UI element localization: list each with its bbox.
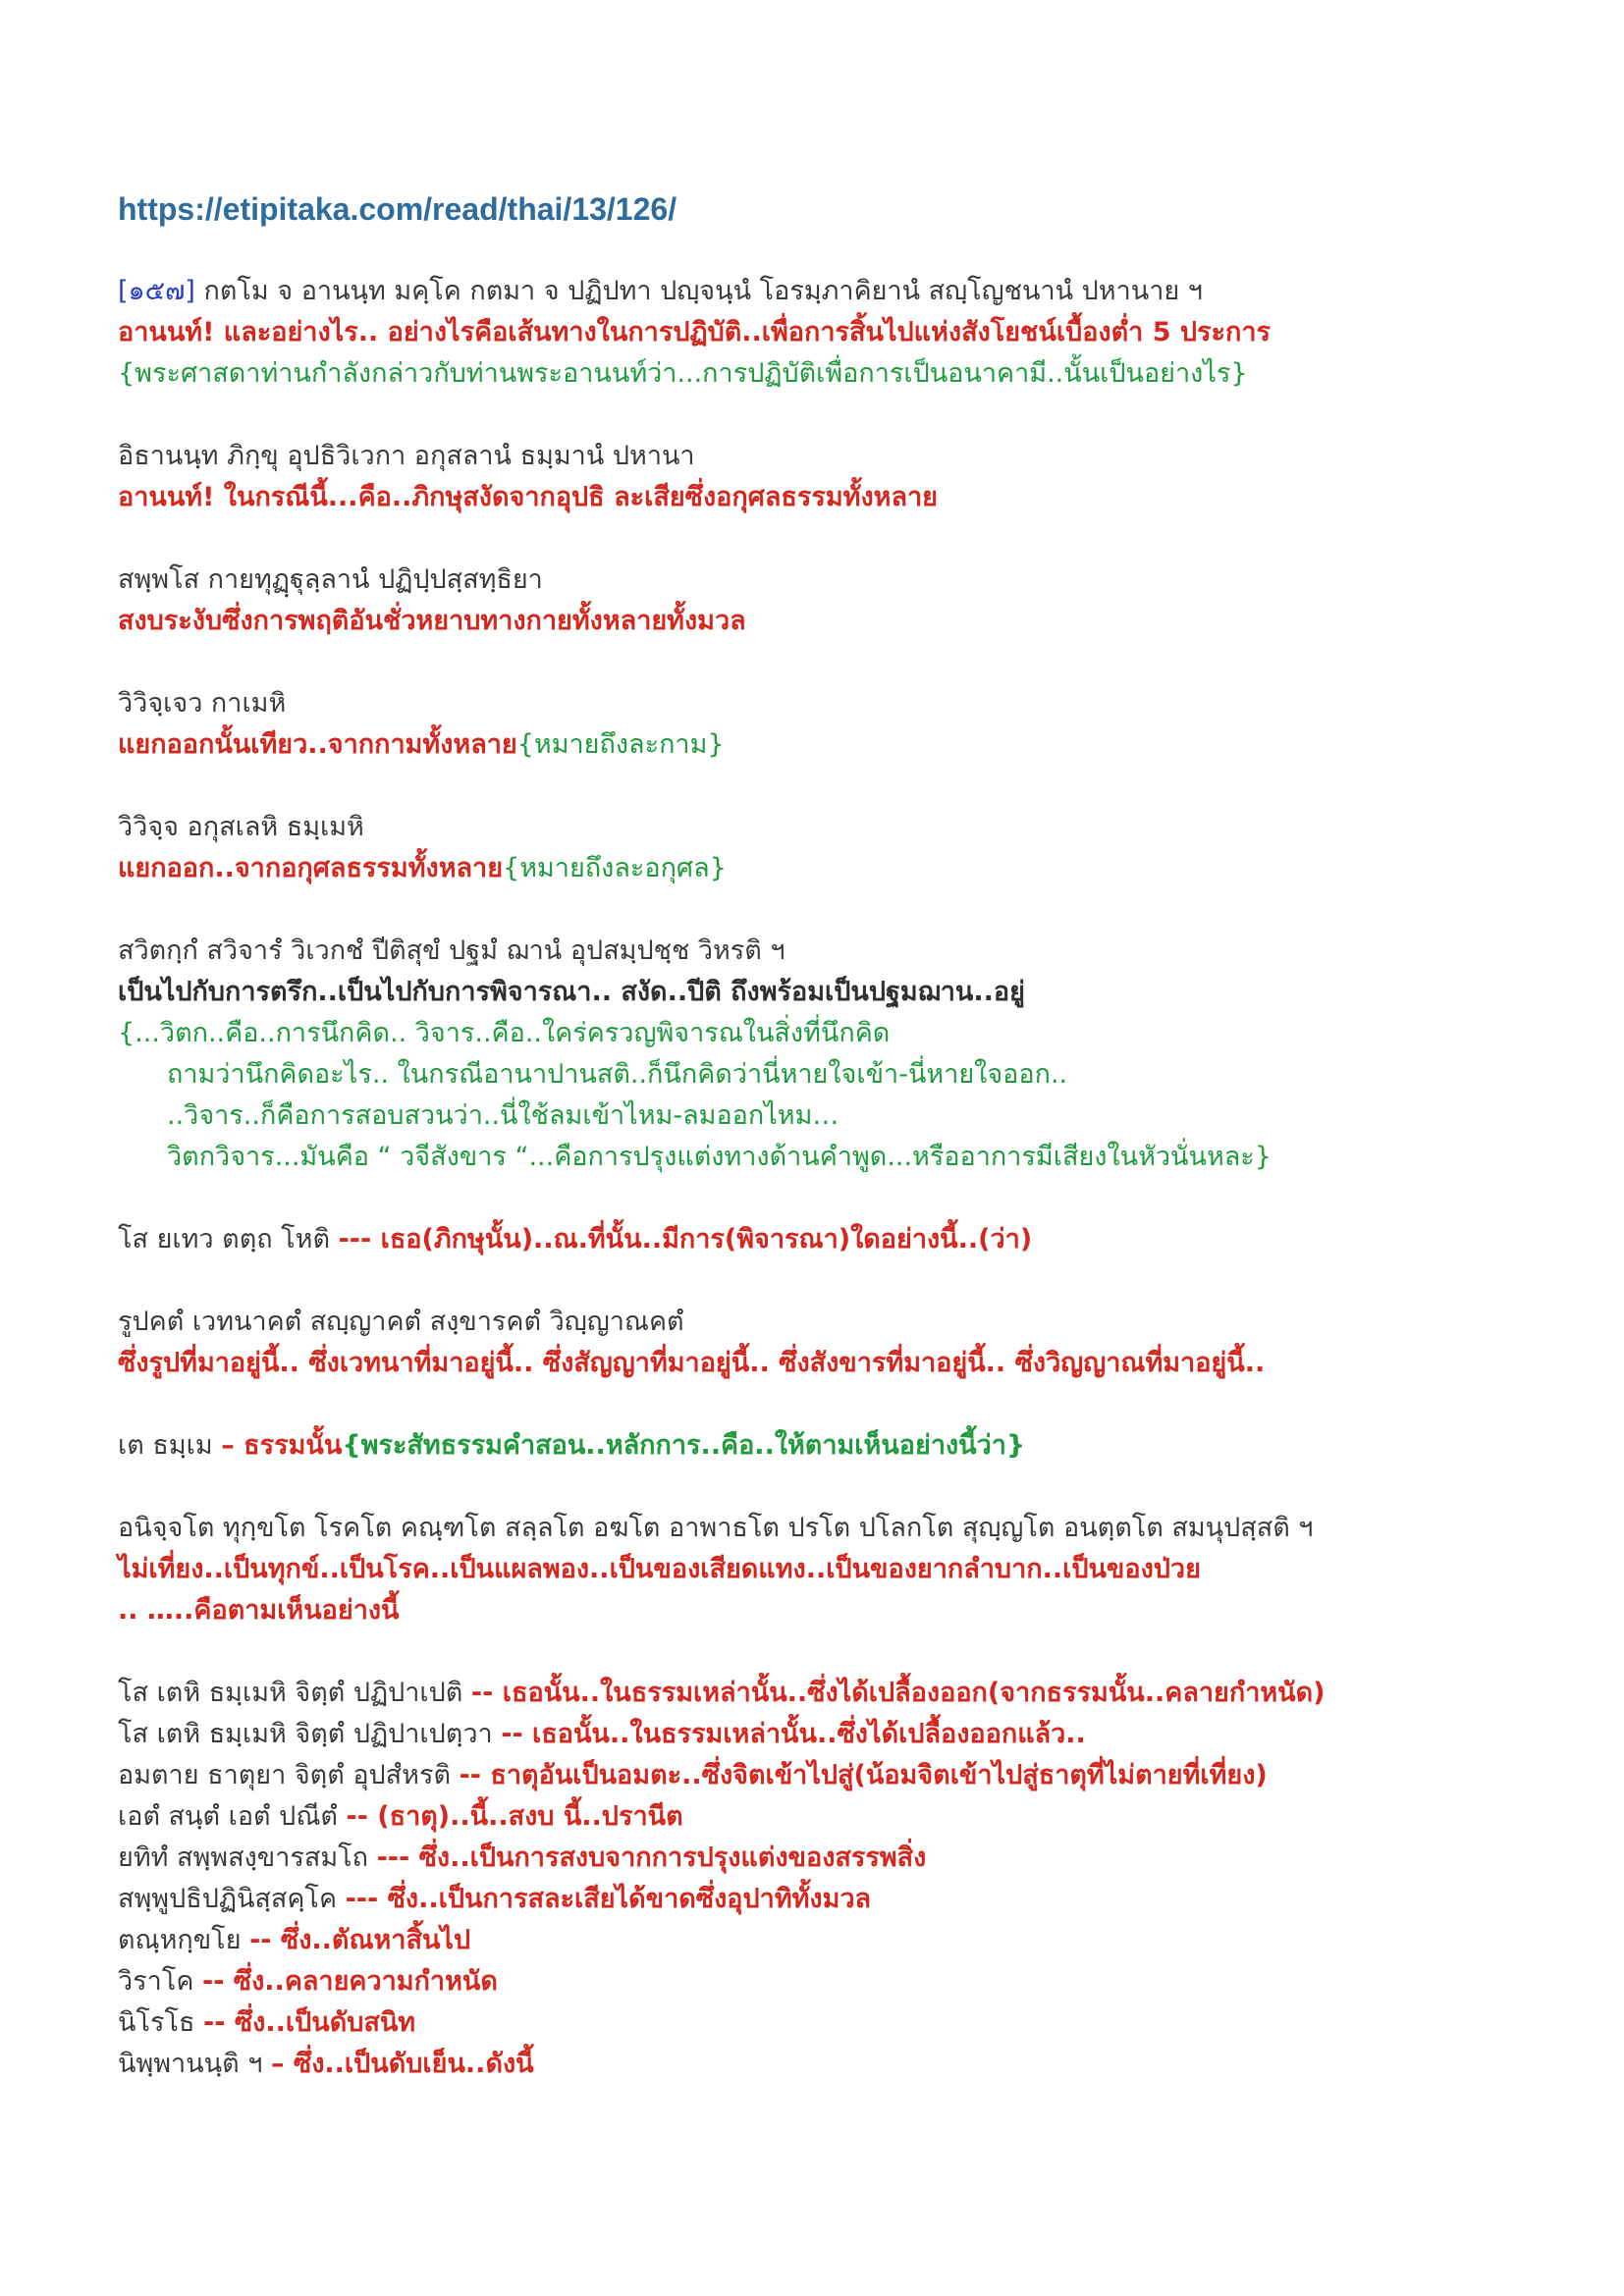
thai-translation: -- ซึ่ง..ตัณหาสิ้นไป <box>249 1925 471 1955</box>
source-link[interactable]: https://etipitaka.com/read/thai/13/126/ <box>118 191 677 227</box>
passage-4 <box>118 683 1591 766</box>
thai-translation: อานนท์! ในกรณีนี้...คือ..ภิกษุสงัดจากอุปธิ ละเสียซึ่งอกุศลธรรมทั้งหลาย <box>118 482 938 512</box>
pali-text: เอตํ สนฺตํ เอตํ ปณีตํ <box>118 1801 347 1832</box>
pali-translation-line <box>118 1755 1591 1796</box>
pali-text: วิวิจฺจ อกุสเลหิ ธมฺเมหิ <box>118 812 364 842</box>
thai-translation: – ธรรมนั้น <box>221 1430 343 1461</box>
pali-translation-line <box>118 1796 1591 1838</box>
passage-157 <box>118 271 1591 395</box>
commentary-note: ..วิจาร..ก็คือการสอบสวนว่า..นี่ใช้ลมเข้าไหม-ลมออกไหม… <box>167 1100 839 1131</box>
pali-text: โส ยเทว ตตฺถ โหติ <box>118 1224 339 1255</box>
thai-translation: --- ซึ่ง..เป็นการสงบจากการปรุงแต่งของสรรพสิ่ง <box>376 1842 927 1873</box>
pali-text: สพฺพโส กายทุฏฺฐุลฺลานํ ปฏิปฺปสฺสทฺธิยา <box>118 564 543 595</box>
passage-3 <box>118 560 1591 642</box>
thai-translation: -- ธาตุอันเป็นอมตะ..ซึ่งจิตเข้าไปสู่(น้อมจิตเข้าไปสู่ธาตุที่ไม่ตายที่เที่ยง) <box>459 1760 1268 1790</box>
pali-text: ยทิทํ สพฺพสงฺขารสมโถ <box>118 1842 377 1873</box>
thai-translation: อานนท์! และอย่างไร.. อย่างไรคือเส้นทางในการปฏิบัติ..เพื่อการสิ้นไปแห่งสังโยชน์เบื้องต่ำ 5 ประการ <box>118 317 1272 347</box>
pali-text: สวิตกฺกํ สวิจารํ วิเวกชํ ปีติสุขํ ปฐมํ ฌานํ อุปสมฺปชฺช วิหรติ ฯ <box>118 935 785 966</box>
verse-number: [๑๕๗] <box>118 276 195 306</box>
thai-translation: -- เธอนั้น..ในธรรมเหล่านั้น..ซึ่งได้เปลื้องออกแล้ว.. <box>501 1719 1086 1749</box>
translation-line <box>118 724 1591 766</box>
pali-translation-line <box>118 1425 1591 1467</box>
commentary-note: {พระศาสดาท่านกำลังกล่าวกับท่านพระอานนท์ว่า...การปฏิบัติเพื่อการเป็นอนาคามี..นั้นเป็นอย่างไร} <box>118 358 1248 389</box>
pali-text: วิราโค <box>118 1966 202 1997</box>
pali-text: โส เตหิ ธมฺเมหิ จิตฺตํ ปฏิปาเปตฺวา <box>118 1719 502 1749</box>
thai-translation: – ซึ่ง..เป็นดับเย็น..ดังนี้ <box>271 2049 534 2079</box>
pali-text: สพฺพูปธิปฏินิสฺสคฺโค <box>118 1884 346 1914</box>
pali-text: รูปคตํ เวทนาคตํ สญฺญาคตํ สงฺขารคตํ วิญฺญาณคตํ <box>118 1307 684 1337</box>
thai-translation: แยกออกนั้นเทียว..จากกามทั้งหลาย <box>118 729 517 760</box>
pali-text: นิโรโธ <box>118 2007 204 2038</box>
passage-7 <box>118 1219 1591 1260</box>
passage-2 <box>118 436 1591 518</box>
thai-translation: -- (ธาตุ)..นี้..สงบ นี้..ปรานีต <box>346 1801 683 1832</box>
pali-text: โส เตหิ ธมฺเมหิ จิตฺตํ ปฏิปาเปติ <box>118 1678 471 1708</box>
thai-translation: -- ซึ่ง..เป็นดับสนิท <box>203 2007 416 2038</box>
pali-text: กตโม จ อานนฺท มคฺโค กตมา จ ปฏิปทา ปญฺจนฺนํ โอรมฺภาคิยานํ สญฺโญชนานํ ปหานาย ฯ <box>194 276 1203 306</box>
commentary-note: ถามว่านึกคิดอะไร.. ในกรณีอานาปานสติ..ก็นึกคิดว่านี่หายใจเข้า-นี่หายใจออก.. <box>167 1059 1068 1090</box>
pali-text: อมตาย ธาตุยา จิตฺตํ อุปสํหรติ <box>118 1760 460 1790</box>
pali-translation-line <box>118 1219 1591 1260</box>
commentary-note: {หมายถึงละกาม} <box>516 729 725 760</box>
pali-translation-line <box>118 1920 1591 1961</box>
pali-translation-line <box>118 1714 1591 1755</box>
commentary-note: {พระสัทธรรมคำสอน..หลักการ..คือ..ให้ตามเห็นอย่างนี้ว่า} <box>342 1430 1026 1461</box>
passage-8 <box>118 1302 1591 1384</box>
commentary-note: {หมายถึงละอกุศล} <box>503 853 727 883</box>
thai-translation: .. …..คือตามเห็นอย่างนี้ <box>118 1595 400 1626</box>
thai-translation: เป็นไปกับการตรึก..เป็นไปกับการพิจารณา.. สงัด..ปีติ ถึงพร้อมเป็นปฐมฌาน..อยู่ <box>118 977 1025 1007</box>
thai-translation: --- ซึ่ง..เป็นการสละเสียได้ขาดซึ่งอุปาทิทั้งมวล <box>345 1884 872 1914</box>
thai-translation: สงบระงับซึ่งการพฤติอันชั่วหยาบทางกายทั้งหลายทั้งมวล <box>118 606 746 636</box>
pali-text: นิพฺพานนฺติ ฯ <box>118 2049 271 2079</box>
pali-text: ตณฺหกฺขโย <box>118 1925 250 1955</box>
pali-translation-line <box>118 1879 1591 1920</box>
pali-text: อิธานนฺท ภิกฺขุ อุปธิวิเวกา อกุสลานํ ธมฺมานํ ปหานา <box>118 441 695 471</box>
thai-translation: --- เธอ(ภิกษุนั้น)..ณ.ที่นั้น..มีการ(พิจารณา)ใดอย่างนี้..(ว่า) <box>338 1224 1033 1255</box>
pali-translation-line <box>118 2002 1591 2044</box>
thai-translation: -- เธอนั้น..ในธรรมเหล่านั้น..ซึ่งได้เปลื้องออก(จากธรรมนั้น..คลายกำหนัด) <box>470 1678 1326 1708</box>
passage-9 <box>118 1425 1591 1467</box>
thai-translation: แยกออก..จากอกุศลธรรมทั้งหลาย <box>118 853 504 883</box>
pali-translation-line <box>118 2044 1591 2085</box>
pali-text: เต ธมฺเม <box>118 1430 222 1461</box>
commentary-note: วิตกวิจาร...มันคือ “ วจีสังขาร “...คือการปรุงแต่งทางด้านคำพูด...หรืออาการมีเสียงในหัวนั่นหละ} <box>167 1142 1272 1172</box>
pali-translation-line <box>118 1961 1591 2002</box>
pali-line <box>118 271 1591 312</box>
thai-translation: ซึ่งรูปที่มาอยู่นี้.. ซึ่งเวทนาที่มาอยู่นี้.. ซึ่งสัญญาที่มาอยู่นี้.. ซึ่งสังขารที่มาอยู่นี้.. ซึ่งวิญญาณที่มาอยู่นี้.. <box>118 1348 1266 1378</box>
pali-text: อนิจฺจโต ทุกฺขโต โรคโต คณฺฑโต สลฺลโต อฆโต อาพาธโต ปรโต ปโลกโต สุญฺญโต อนตฺตโต สมนุปสฺสติ ฯ <box>118 1513 1314 1543</box>
commentary-note: {...วิตก..คือ..การนึกคิด.. วิจาร..คือ..ใคร่ครวญพิจารณในสิ่งที่นึกคิด <box>118 1018 891 1048</box>
pali-translation-line <box>118 1673 1591 1714</box>
thai-translation: ไม่เที่ยง..เป็นทุกข์..เป็นโรค..เป็นแผลพอง..เป็นของเสียดแทง..เป็นของยากลำบาก..เป็นของป่วย <box>118 1554 1201 1584</box>
passage-5 <box>118 807 1591 889</box>
pali-translation-line <box>118 1838 1591 1879</box>
thai-translation: -- ซึ่ง..คลายความกำหนัด <box>201 1966 498 1997</box>
translation-line <box>118 848 1591 889</box>
passage-6 <box>118 931 1591 1178</box>
pali-text: วิวิจฺเจว กาเมหิ <box>118 688 287 719</box>
passage-10 <box>118 1508 1591 1631</box>
document-content <box>118 191 1591 2126</box>
passage-11 <box>118 1673 1591 2085</box>
